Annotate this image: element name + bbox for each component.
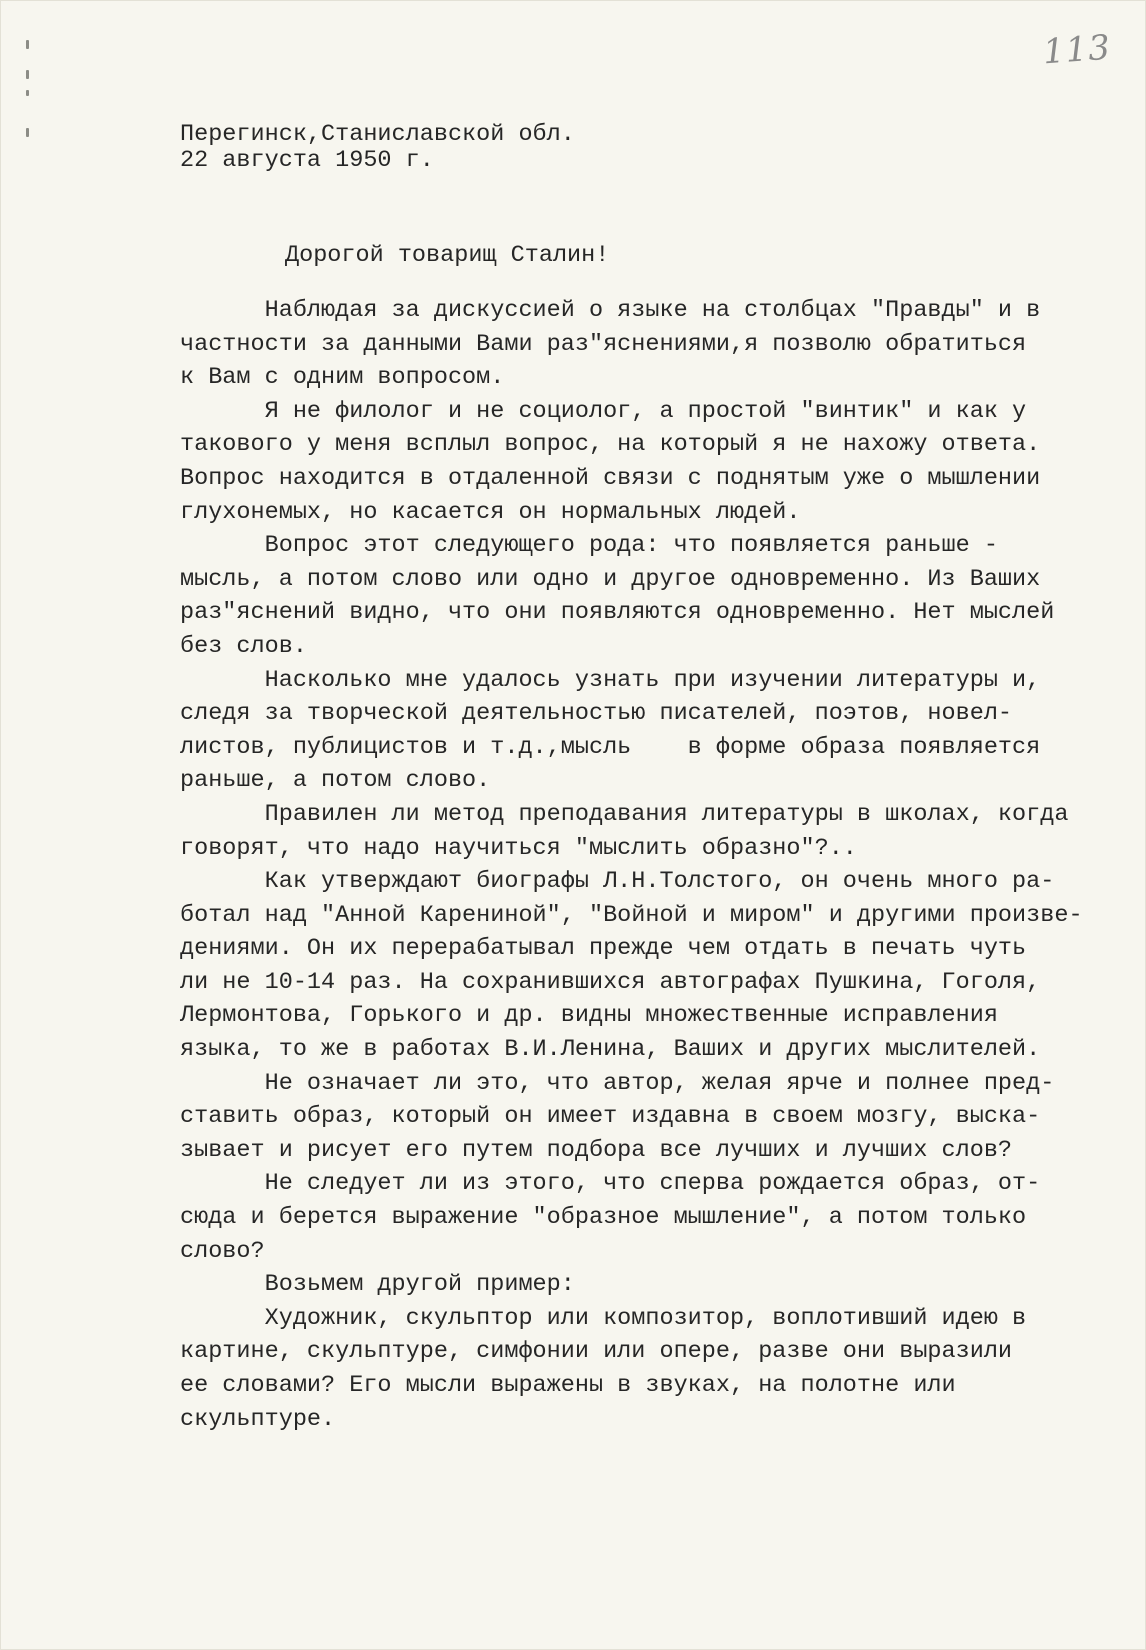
body-line: скульптуре. bbox=[180, 1405, 336, 1433]
body-line: листов, публицистов и т.д.,мысль в форме образа появляется bbox=[180, 733, 1041, 761]
body-line: раз"яснений видно, что они появляются одновременно. Нет мыслей bbox=[180, 599, 1055, 627]
body-line: ставить образ, который он имеет издавна в своем мозгу, выска- bbox=[180, 1103, 1041, 1131]
letter-body bbox=[180, 294, 1083, 1436]
body-line: глухонемых, но касается он нормальных людей. bbox=[180, 498, 801, 526]
body-line: Вопрос этот следующего рода: что появляется раньше - bbox=[180, 532, 998, 560]
body-line: говорят, что надо научиться "мыслить образно"?.. bbox=[180, 834, 857, 862]
body-line: сюда и берется выражение "образное мышление", а потом только bbox=[180, 1204, 1027, 1232]
margin-mark bbox=[26, 128, 29, 137]
body-line: Вопрос находится в отдаленной связи с поднятым уже о мышлении bbox=[180, 464, 1041, 492]
body-line: слово? bbox=[180, 1237, 265, 1265]
body-line: такового у меня всплыл вопрос, на который я не нахожу ответа. bbox=[180, 431, 1041, 459]
body-line: к Вам с одним вопросом. bbox=[180, 364, 505, 392]
body-line: без слов. bbox=[180, 632, 307, 660]
header-date: 22 августа 1950 г. bbox=[180, 147, 434, 174]
body-line: Насколько мне удалось узнать при изучении литературы и, bbox=[180, 666, 1041, 694]
body-line: Возьмем другой пример: bbox=[180, 1271, 575, 1299]
body-line: следя за творческой деятельностью писателей, поэтов, новел- bbox=[180, 700, 1013, 728]
body-line: Не означает ли это, что автор, желая ярче и полнее пред- bbox=[180, 1069, 1055, 1097]
body-line: Наблюдая за дискуссией о языке на столбцах "Правды" и в bbox=[180, 297, 1041, 324]
body-line: Лермонтова, Горького и др. видны множественные исправления bbox=[180, 1002, 998, 1030]
body-line: Правилен ли метод преподавания литературы в школах, когда bbox=[180, 800, 1069, 828]
salutation: Дорогой товарищ Сталин! bbox=[285, 242, 610, 269]
body-line: раньше, а потом слово. bbox=[180, 767, 491, 795]
header-place: Перегинск,Станиславской обл. bbox=[180, 121, 575, 148]
body-line: дениями. Он их перерабатывал прежде чем отдать в печать чуть bbox=[180, 935, 1027, 963]
margin-mark bbox=[26, 90, 29, 96]
body-line: ли не 10-14 раз. На сохранившихся автографах Пушкина, Гоголя, bbox=[180, 968, 1041, 996]
body-line: Я не филолог и не социолог, а простой "винтик" и как у bbox=[180, 397, 1027, 425]
body-line: ее словами? Его мысли выражены в звуках, на полотне или bbox=[180, 1372, 956, 1399]
archive-page-number: 113 bbox=[1041, 27, 1113, 73]
body-line: частности за данными Вами раз"яснениями,я позволю обратиться bbox=[180, 330, 1027, 358]
body-line: Художник, скульптор или композитор, воплотивший идею в bbox=[180, 1304, 1027, 1332]
letter-header bbox=[180, 122, 575, 174]
margin-mark bbox=[26, 40, 29, 49]
body-line: языка, то же в работах В.И.Ленина, Ваших и других мыслителей. bbox=[180, 1036, 1041, 1064]
body-line: картине, скульптуре, симфонии или опере, разве они выразили bbox=[180, 1338, 1013, 1366]
body-line: Не следует ли из этого, что сперва рождается образ, от- bbox=[180, 1170, 1041, 1198]
body-line: Как утверждают биографы Л.Н.Толстого, он очень много ра- bbox=[180, 868, 1055, 896]
body-line: ботал над "Анной Карениной", "Войной и миром" и другими произве- bbox=[180, 901, 1083, 929]
margin-mark bbox=[26, 70, 29, 79]
body-line: мысль, а потом слово или одно и другое одновременно. Из Ваших bbox=[180, 565, 1041, 593]
body-line: зывает и рисует его путем подбора все лучших и лучших слов? bbox=[180, 1136, 1013, 1164]
